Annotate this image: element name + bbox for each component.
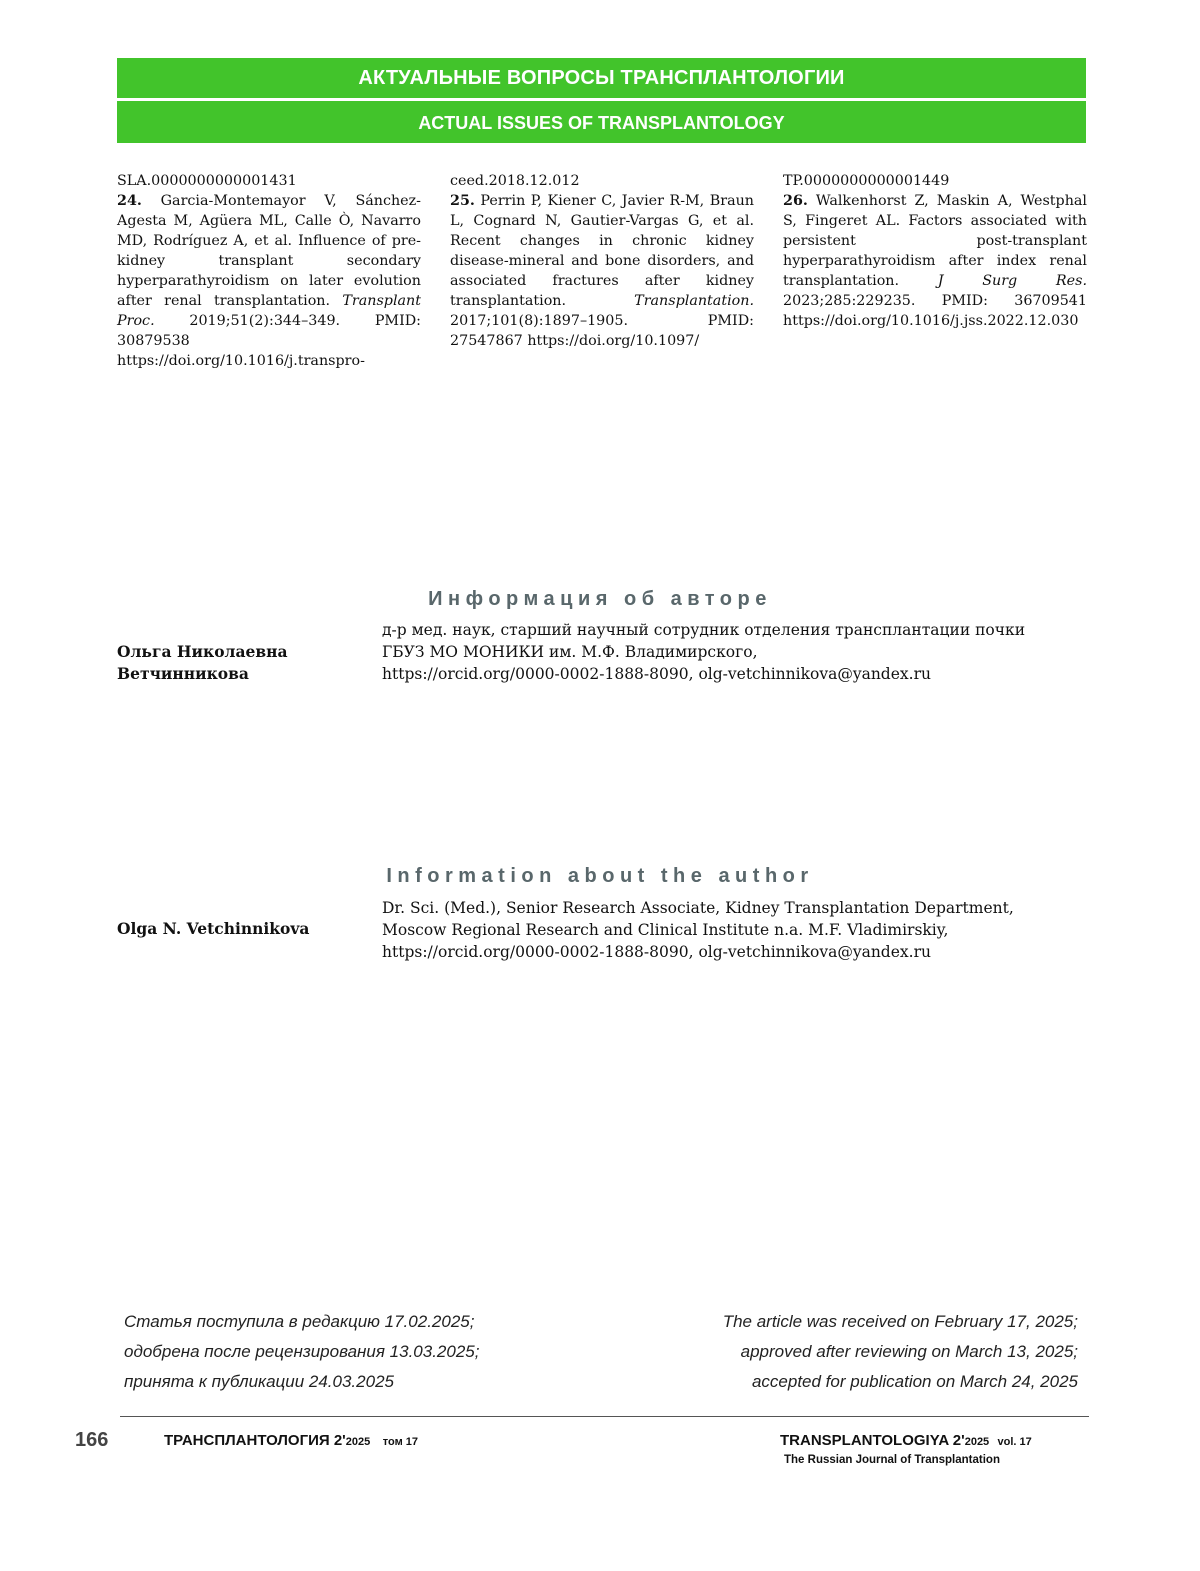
author-detail-line: ГБУЗ МО МОНИКИ им. М.Ф. Владимирского,	[382, 643, 758, 661]
date-line: accepted for publication on March 24, 2025	[751, 1372, 1078, 1391]
journal-name: TRANSPLANTOLOGIYA 2'	[780, 1432, 965, 1449]
author-detail-line: д-р мед. наук, старший научный сотрудник отделения трансплантации почки	[382, 621, 1026, 639]
author-name-line: Ветчинникова	[117, 664, 249, 683]
author-details-en	[382, 897, 1082, 963]
journal-year: 2025	[345, 1436, 371, 1448]
reference-journal: J Surg Res.	[937, 273, 1087, 289]
date-line: approved after reviewing on March 13, 2025;	[740, 1342, 1078, 1361]
reference-item	[450, 191, 754, 351]
page-number: 166	[75, 1429, 109, 1451]
reference-journal: Transplant Proc.	[117, 293, 421, 329]
author-detail-line: https://orcid.org/0000-0002-1888-8090, olg-vetchinnikova@yandex.ru	[382, 943, 931, 961]
footer-divider	[120, 1416, 1089, 1417]
reference-tail: ceed.2018.12.012	[450, 173, 580, 189]
journal-name: ТРАНСПЛАНТОЛОГИЯ 2'	[164, 1432, 346, 1449]
author-name-ru	[117, 641, 288, 685]
reference-rest: 2023;285:229235. PMID: 36709541 https://doi.org/10.1016/j.jss.2022.12.030	[783, 293, 1087, 329]
article-dates-en	[723, 1307, 1078, 1397]
reference-tail: SLA.0000000000001431	[117, 173, 297, 189]
reference-column-2	[450, 171, 754, 351]
author-detail-line: https://orcid.org/0000-0002-1888-8090, olg-vetchinnikova@yandex.ru	[382, 665, 931, 683]
article-dates-ru	[124, 1307, 479, 1397]
reference-item	[117, 191, 421, 371]
reference-text: Walkenhorst Z, Maskin A, Westphal S, Fingeret AL. Factors associated with persistent post-transplant hyperparathyroidism after index renal transplantation.	[783, 193, 1088, 289]
reference-item	[783, 191, 1087, 331]
journal-year: 2025	[964, 1436, 990, 1448]
reference-rest: 2017;101(8):1897–1905. PMID: 27547867 https://doi.org/10.1097/	[450, 313, 754, 349]
reference-number: 25.	[450, 193, 475, 209]
reference-rest: 2019;51(2):344–349. PMID: 30879538 https://doi.org/10.1016/j.transpro-	[117, 313, 422, 369]
footer-journal-en	[780, 1432, 1032, 1449]
reference-text: Garcia-Montemayor V, Sánchez-Agesta M, Agüera ML, Calle Ò, Navarro MD, Rodríguez A, et al. Influence of pre-kidney transplant secondary hyperparathyroidism on later evolution after renal transplantation.	[117, 193, 422, 309]
reference-tail: TP.0000000000001449	[783, 173, 950, 189]
author-detail-line: Moscow Regional Research and Clinical Institute n.a. M.F. Vladimirskiy,	[382, 921, 949, 939]
journal-volume: том 17	[382, 1436, 418, 1448]
reference-column-3	[783, 171, 1087, 331]
author-detail-line: Dr. Sci. (Med.), Senior Research Associate, Kidney Transplantation Department,	[382, 899, 1014, 917]
reference-number: 26.	[783, 193, 808, 209]
reference-number: 24.	[117, 193, 142, 209]
section-header-en: ACTUAL ISSUES OF TRANSPLANTOLOGY	[117, 101, 1086, 143]
date-line: Статья поступила в редакцию 17.02.2025;	[124, 1312, 475, 1331]
author-name-en: Olga N. Vetchinnikova	[117, 919, 310, 938]
footer-journal-ru	[164, 1432, 418, 1449]
reference-journal: Transplantation.	[634, 293, 754, 309]
author-info-title-ru: Информация об авторе	[428, 588, 772, 610]
date-line: The article was received on February 17, 2025;	[722, 1312, 1078, 1331]
journal-volume: vol. 17	[997, 1436, 1032, 1448]
footer-journal-subtitle: The Russian Journal of Transplantation	[784, 1454, 1000, 1466]
reference-column-1	[117, 171, 421, 371]
reference-text: Perrin P, Kiener C, Javier R-M, Braun L, Cognard N, Gautier-Vargas G, et al. Recent changes in chronic kidney disease-mineral and bone disorders, and associated fractures after kidney transplantation.	[450, 193, 755, 309]
author-info-title-en: Information about the author	[386, 865, 814, 887]
date-line: принята к публикации 24.03.2025	[124, 1372, 394, 1391]
author-details-ru	[382, 619, 1082, 685]
section-header-ru: АКТУАЛЬНЫЕ ВОПРОСЫ ТРАНСПЛАНТОЛОГИИ	[117, 58, 1086, 98]
author-name-line: Ольга Николаевна	[117, 642, 288, 661]
date-line: одобрена после рецензирования 13.03.2025;	[124, 1342, 480, 1361]
